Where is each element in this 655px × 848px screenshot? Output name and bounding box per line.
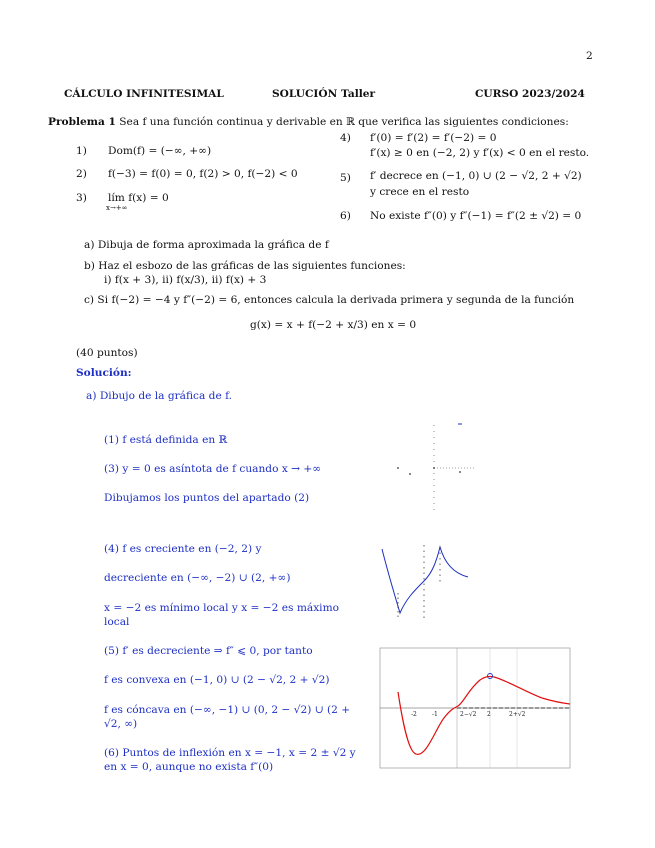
point-minus2 bbox=[409, 473, 411, 475]
step-4c: x = −2 es mínimo local y x = −2 es máximo local bbox=[104, 602, 339, 628]
document-title: SOLUCIÓN Taller bbox=[272, 88, 376, 100]
part-b: b) Haz el esbozo de las gráficas de las siguientes funciones: bbox=[84, 260, 406, 272]
condition-2-text: f(−3) = f(0) = 0, f(2) > 0, f(−2) < 0 bbox=[108, 168, 298, 180]
course-title: CÁLCULO INFINITESIMAL bbox=[64, 88, 224, 100]
part-c-formula: g(x) = x + f(−2 + x/3) en x = 0 bbox=[250, 319, 417, 331]
problem-label: Problema 1 bbox=[48, 116, 116, 128]
problem-intro: Sea f una función continua y derivable en ℝ que verifica las siguientes condiciones: bbox=[119, 116, 569, 128]
problem-intro-line bbox=[48, 116, 569, 128]
page-number: 2 bbox=[586, 50, 593, 62]
label-2: 2 bbox=[487, 711, 491, 718]
condition-5-text: f′ decrece en (−1, 0) ∪ (2 − √2, 2 + √2) bbox=[370, 170, 582, 182]
part-b-items: i) f(x + 3), ii) f(x/3), ii) f(x) + 3 bbox=[104, 274, 267, 286]
course-year: CURSO 2023/2024 bbox=[475, 88, 585, 100]
figure-monotonicity bbox=[380, 543, 470, 623]
step-4a: (4) f es creciente en (−2, 2) y bbox=[104, 543, 262, 555]
point-two bbox=[459, 471, 461, 473]
point-minus3 bbox=[397, 467, 399, 469]
condition-4-text: f′(0) = f′(2) = f′(−2) = 0 bbox=[370, 132, 497, 144]
figure-graph bbox=[380, 648, 570, 768]
condition-6-num: 6) bbox=[340, 210, 351, 222]
step-5c: f es cóncava en (−∞, −1) ∪ (0, 2 − √2) ∪ (2 + √2, ∞) bbox=[104, 704, 351, 730]
part-c: c) Si f(−2) = −4 y f″(−2) = 6, entonces calcula la derivada primera y segunda de la función bbox=[84, 294, 575, 306]
step-3: (3) y = 0 es asíntota de f cuando x → +∞ bbox=[104, 463, 322, 475]
condition-3-text: lím f(x) = 0 bbox=[108, 192, 169, 204]
condition-3-num: 3) bbox=[76, 192, 87, 204]
condition-2-num: 2) bbox=[76, 168, 87, 180]
solution-part-a: a) Dibujo de la gráfica de f. bbox=[86, 390, 232, 402]
condition-1-text: Dom(f) = (−∞, +∞) bbox=[108, 145, 212, 157]
condition-1-num: 1) bbox=[76, 145, 87, 157]
sketch-curve bbox=[382, 547, 468, 613]
step-4b: decreciente en (−∞, −2) ∪ (2, +∞) bbox=[104, 572, 291, 584]
step-2: Dibujamos los puntos del apartado (2) bbox=[104, 492, 310, 504]
condition-3-sub: x→+∞ bbox=[106, 204, 128, 212]
label-minus1: -1 bbox=[432, 711, 438, 718]
condition-5-num: 5) bbox=[340, 172, 351, 184]
condition-4-num: 4) bbox=[340, 132, 351, 144]
label-minus2: -2 bbox=[411, 711, 417, 718]
step-1: (1) f está definida en ℝ bbox=[104, 434, 228, 446]
condition-4-text2: f′(x) ≥ 0 en (−2, 2) y f′(x) < 0 en el resto. bbox=[370, 147, 590, 159]
figure-points bbox=[390, 420, 480, 520]
step-6: (6) Puntos de inflexión en x = −1, x = 2 ± √2 y en x = 0, aunque no exista f″(0) bbox=[104, 747, 356, 773]
points: (40 puntos) bbox=[76, 347, 138, 359]
step-5b: f es convexa en (−1, 0) ∪ (2 − √2, 2 + √2) bbox=[104, 674, 330, 686]
step-5a: (5) f′ es decreciente ⇒ f″ ⩽ 0, por tanto bbox=[104, 645, 313, 657]
label-2-minus-root2: 2−√2 bbox=[460, 711, 477, 718]
label-2-plus-root2: 2+√2 bbox=[509, 711, 526, 718]
part-a: a) Dibuja de forma aproximada la gráfica de f bbox=[84, 239, 329, 251]
condition-5-text2: y crece en el resto bbox=[370, 186, 470, 198]
function-curve bbox=[398, 676, 570, 754]
solution-heading: Solución: bbox=[76, 367, 132, 379]
point-zero bbox=[433, 467, 435, 469]
condition-6-text: No existe f″(0) y f″(−1) = f″(2 ± √2) = 0 bbox=[370, 210, 582, 222]
